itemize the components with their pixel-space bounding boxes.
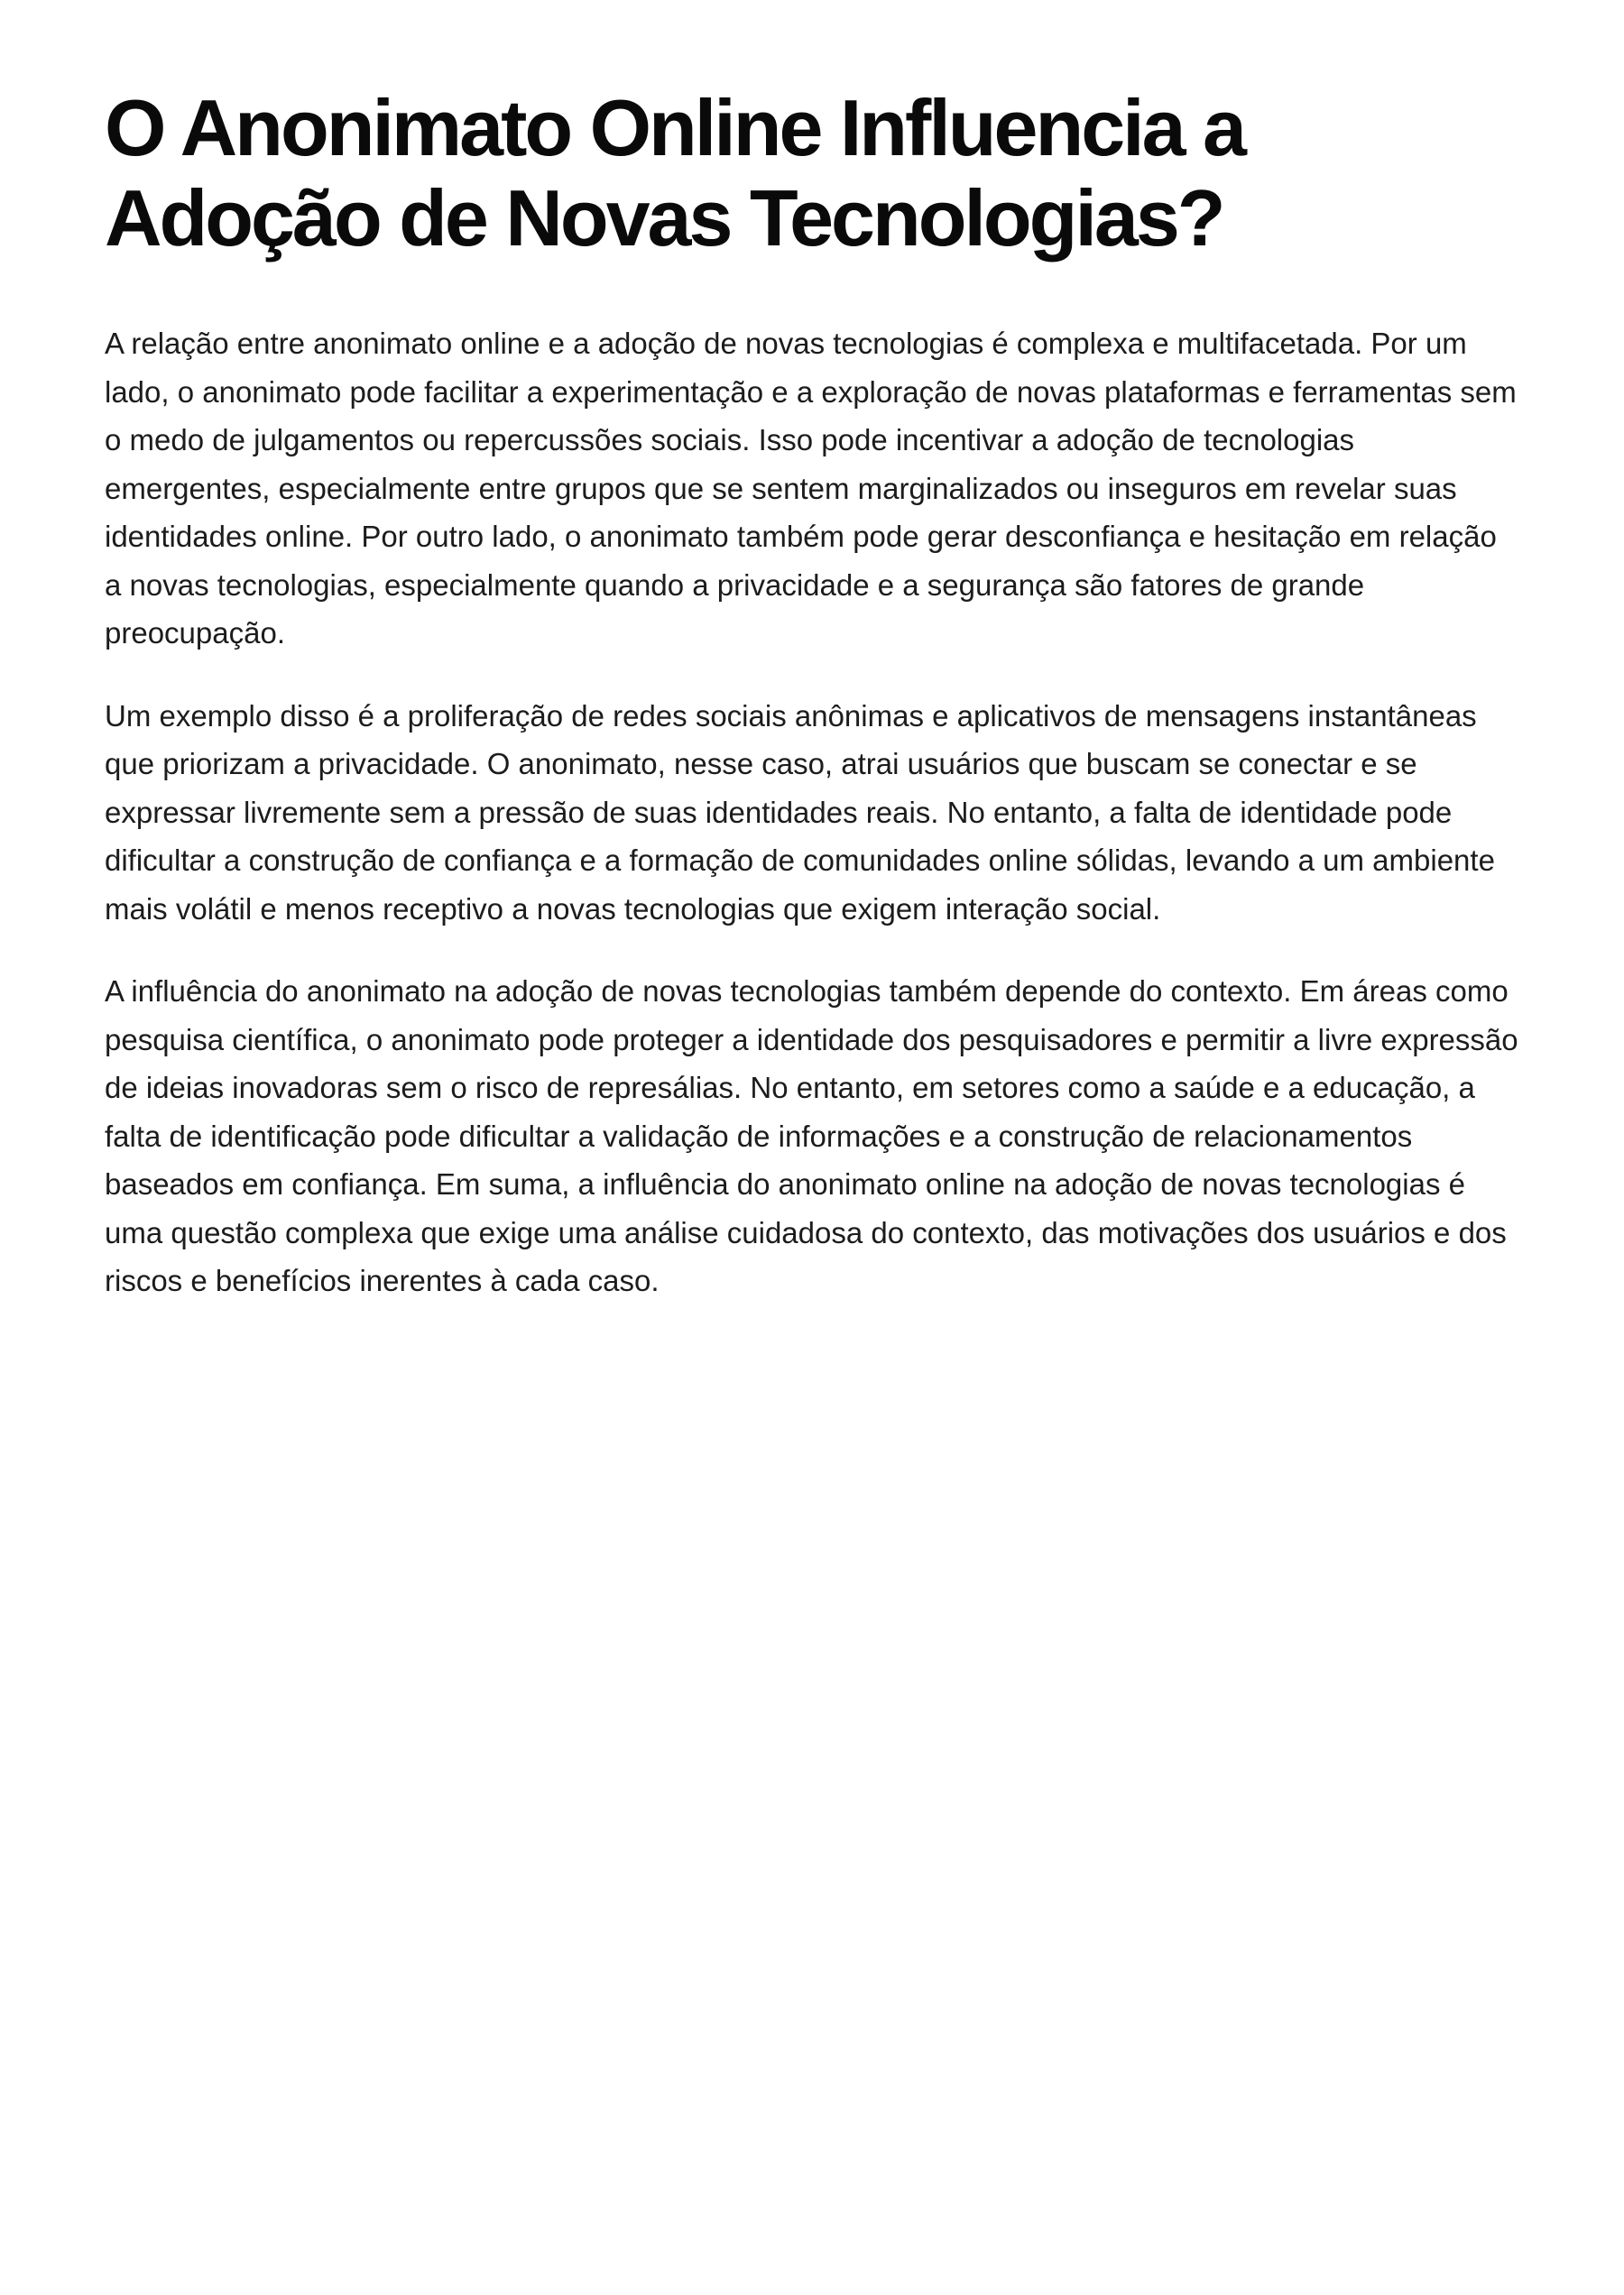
- paragraph: A influência do anonimato na adoção de novas tecnologias também depende do contexto. Em áreas como pesquisa científica, o anonimato pode proteger a identidade dos pesquisadores e permitir a livre expressão de ideias inovadoras sem o risco de represálias. No entanto, em setores como a saúde e a educação, a falta de identificação pode dificultar a validação de informações e a construção de relacionamentos baseados em confiança. Em suma, a influência do anonimato online na adoção de novas tecnologias é uma questão complexa que exige uma análise cuidadosa do contexto, das motivações dos usuários e dos riscos e benefícios inerentes à cada caso.: [105, 974, 1518, 1297]
- paragraph: A relação entre anonimato online e a adoção de novas tecnologias é complexa e multifacetada. Por um lado, o anonimato pode facilitar a experimentação e a exploração de novas plataformas e ferramentas sem o medo de julgamentos ou repercussões sociais. Isso pode incentivar a adoção de tecnologias emergentes, especialmente entre grupos que se sentem marginalizados ou inseguros em revelar suas identidades online. Por outro lado, o anonimato também pode gerar desconfiança e hesitação em relação a novas tecnologias, especialmente quando a privacidade e a segurança são fatores de grande preocupação.: [105, 327, 1517, 650]
- document-page: [105, 83, 1521, 1340]
- article-body: [105, 319, 1521, 1305]
- paragraph: Um exemplo disso é a proliferação de redes sociais anônimas e aplicativos de mensagens instantâneas que priorizam a privacidade. O anonimato, nesse caso, atrai usuários que buscam se conectar e se expressar livremente sem a pressão de suas identidades reais. No entanto, a falta de identidade pode dificultar a construção de confiança e a formação de comunidades online sólidas, levando a um ambiente mais volátil e menos receptivo a novas tecnologias que exigem interação social.: [105, 698, 1495, 926]
- page-title: O Anonimato Online Influencia a Adoção de Novas Tecnologias?: [105, 83, 1244, 263]
